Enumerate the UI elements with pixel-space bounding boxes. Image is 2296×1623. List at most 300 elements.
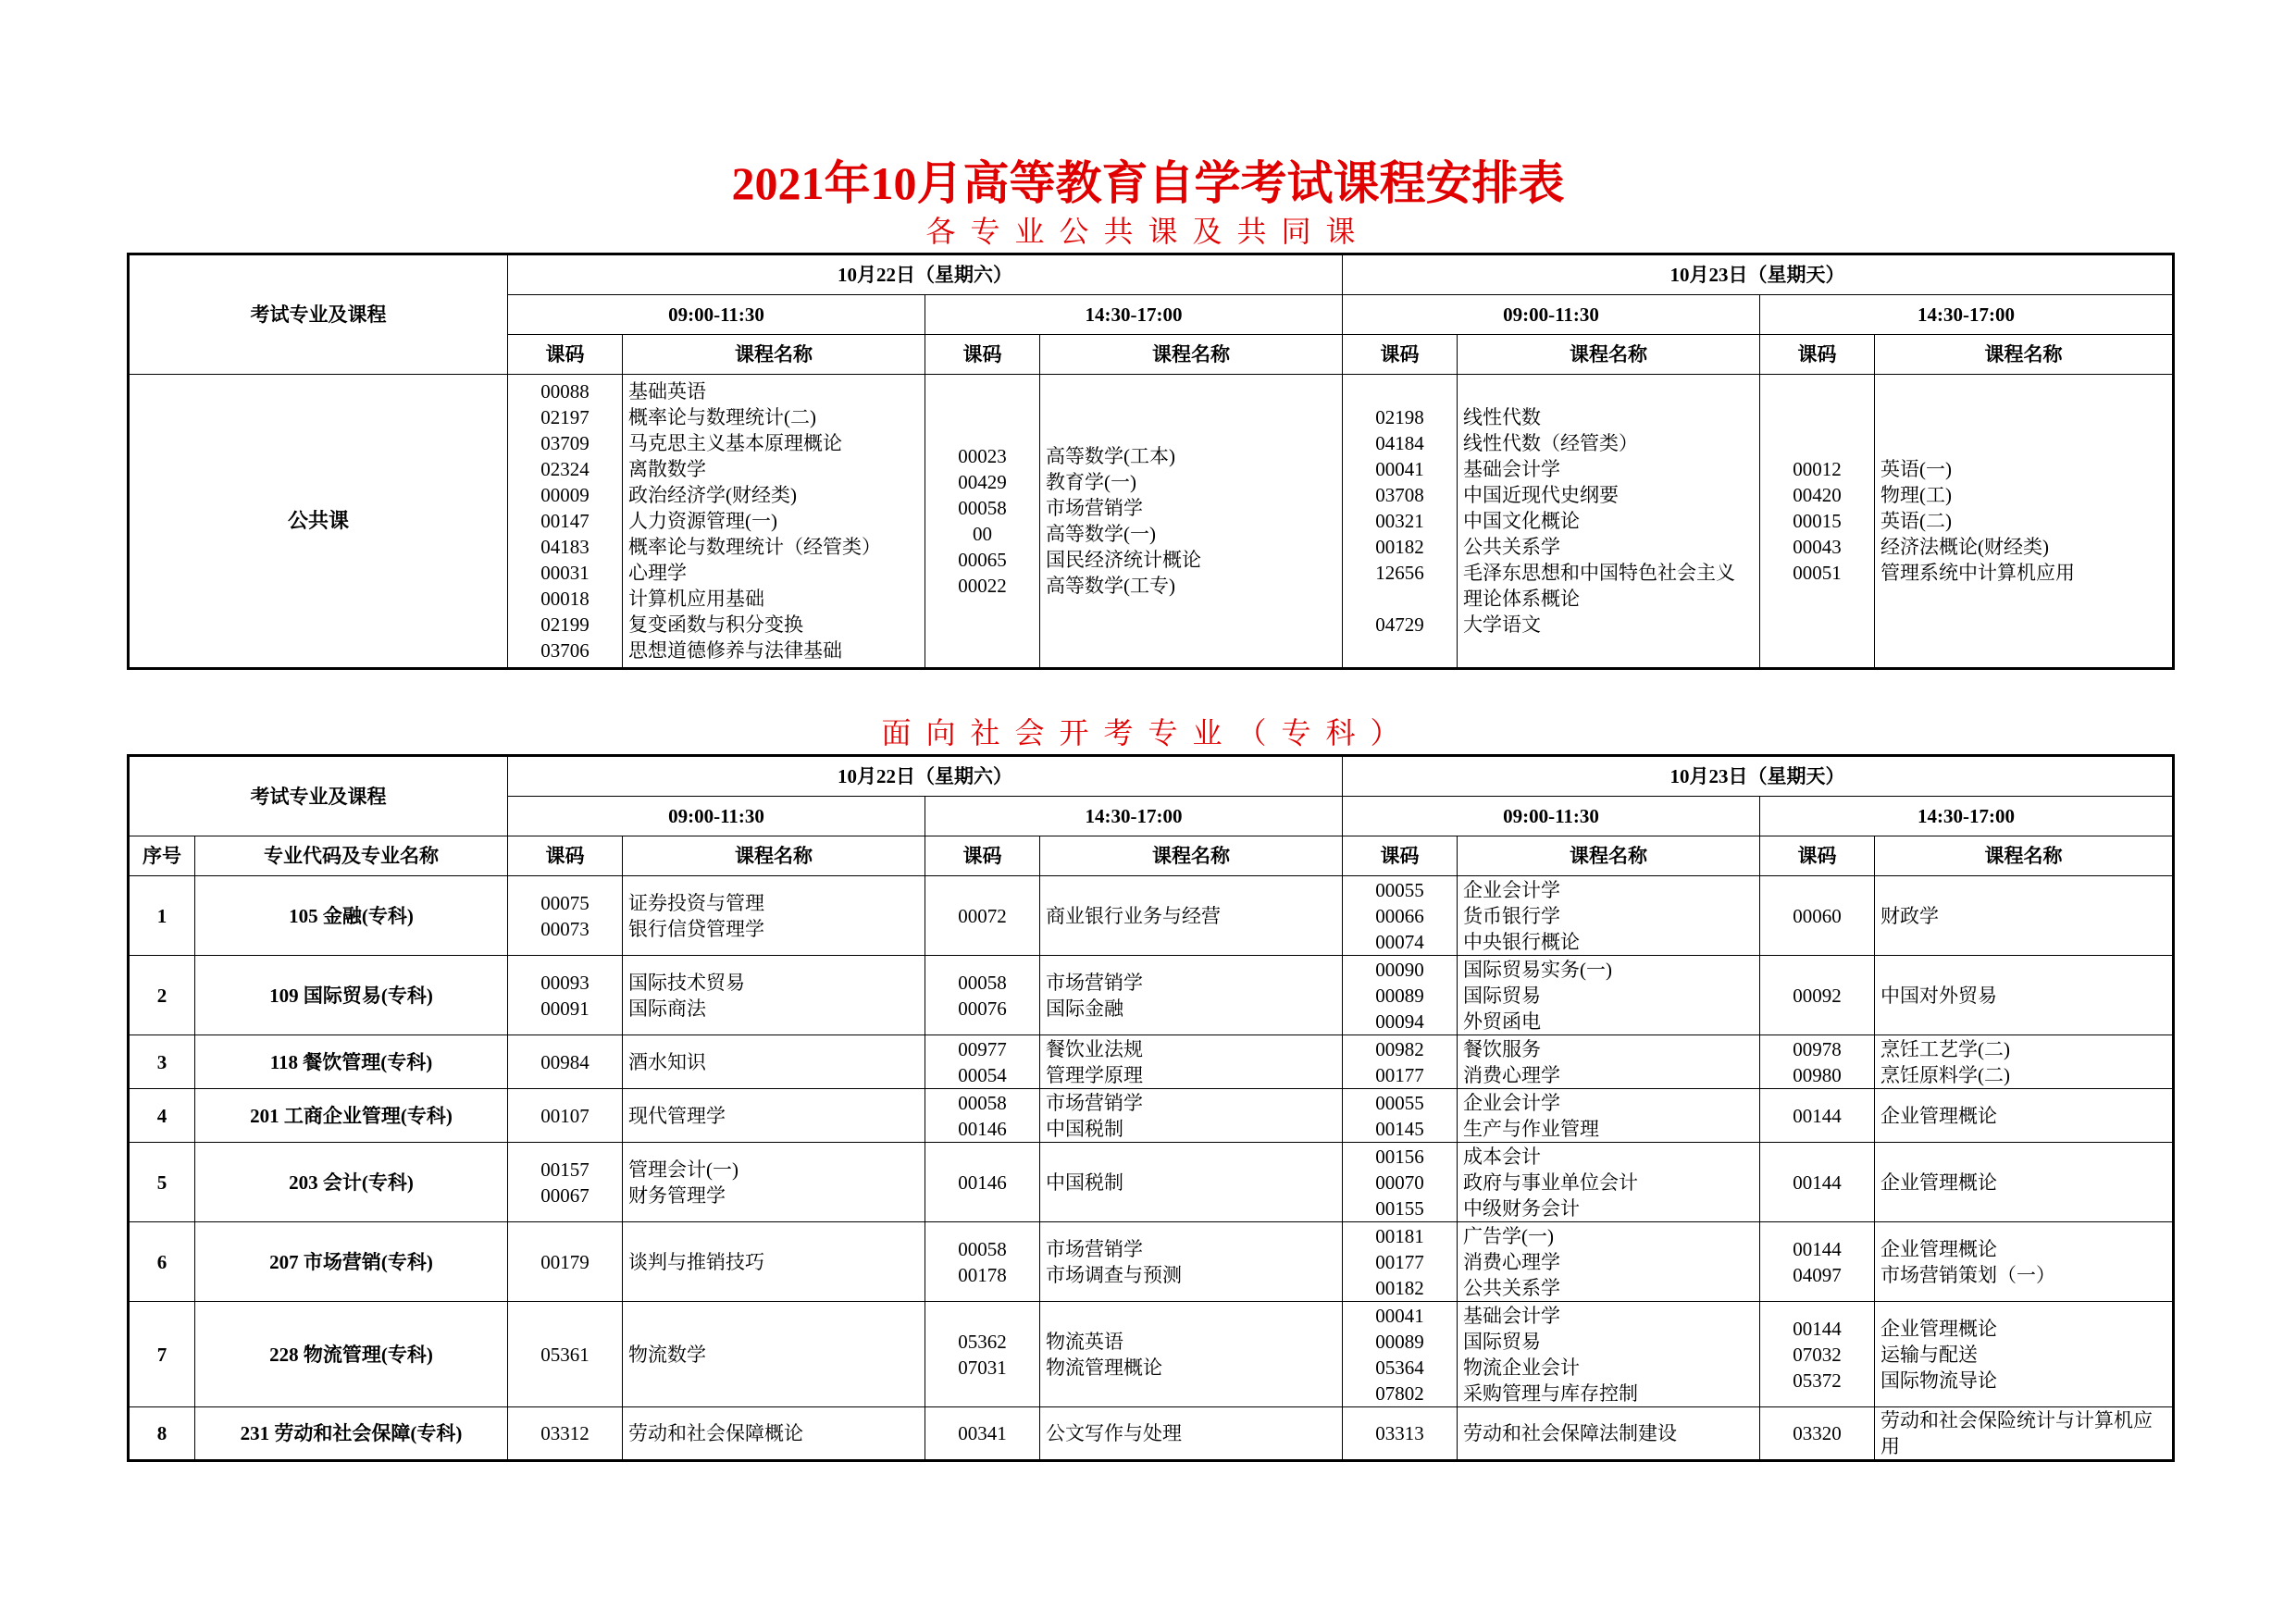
course-name-list [623, 1407, 925, 1461]
list-item: 企业管理概论 [1880, 1104, 1997, 1127]
code-list [508, 1222, 623, 1302]
list-item: 00182 [1375, 536, 1424, 558]
public-course-label: 公共课 [129, 375, 508, 669]
list-item: 复变函数与积分变换 [628, 613, 803, 636]
list-item: 07032 [1793, 1343, 1842, 1366]
day1-pm-header: 14:30-17:00 [925, 797, 1343, 836]
list-item: 00067 [540, 1183, 590, 1207]
list-item: 00156 [1375, 1145, 1424, 1168]
code-list [1343, 1035, 1458, 1089]
list-item: 生产与作业管理 [1463, 1117, 1599, 1140]
code-list [925, 1089, 1040, 1143]
major-seq: 3 [129, 1035, 195, 1089]
list-item: 毛泽东思想和中国特色社会主义理论体系概论 [1463, 562, 1735, 610]
day1-header: 10月22日（星期六） [508, 254, 1343, 295]
list-item: 货币银行学 [1463, 904, 1560, 927]
list-item: 00009 [540, 484, 590, 506]
list-item: 00073 [540, 917, 590, 940]
list-item: 成本会计 [1463, 1145, 1541, 1168]
list-item: 00060 [1793, 904, 1842, 927]
list-item: 00022 [958, 575, 1007, 597]
major-row [129, 1407, 2174, 1461]
list-item: 餐饮业法规 [1046, 1037, 1143, 1060]
course-name-list [1040, 876, 1343, 956]
list-item: 银行信贷管理学 [628, 917, 764, 940]
list-item: 国际技术贸易 [628, 971, 745, 994]
course-name-list [1458, 876, 1760, 956]
page-title: 2021年10月高等教育自学考试课程安排表 [731, 157, 1565, 209]
major-name-header: 专业代码及专业名称 [195, 836, 508, 876]
list-item: 04183 [540, 536, 590, 558]
list-item: 00094 [1375, 1010, 1424, 1033]
list-item: 00058 [958, 1091, 1007, 1114]
list-item: 00066 [1375, 904, 1424, 927]
list-item: 管理系统中计算机应用 [1880, 562, 2075, 584]
list-item: 00177 [1375, 1250, 1424, 1273]
course-name-list [1458, 375, 1760, 669]
course-name-list [1875, 876, 2174, 956]
list-item: 基础会计学 [1463, 1304, 1560, 1327]
code-list [1760, 375, 1875, 669]
list-item: 05361 [540, 1343, 590, 1366]
code-list [1343, 1222, 1458, 1302]
major-name: 207 市场营销(专科) [195, 1222, 508, 1302]
code-list [508, 1143, 623, 1222]
list-item: 英语(二) [1880, 510, 1952, 532]
list-item: 物流数学 [628, 1343, 706, 1366]
course-name-list [1040, 1089, 1343, 1143]
major-row [129, 1302, 2174, 1407]
list-item: 00146 [958, 1171, 1007, 1194]
course-name-list [1875, 1035, 2174, 1089]
list-item: 国际贸易实务(一) [1463, 958, 1612, 981]
list-item [1348, 586, 1451, 612]
list-item: 中国近现代史纲要 [1463, 484, 1619, 506]
list-item: 00147 [540, 510, 590, 532]
code-list [1760, 1143, 1875, 1222]
course-name-list [1040, 956, 1343, 1035]
list-item: 00984 [540, 1050, 590, 1073]
list-item: 00054 [958, 1063, 1007, 1086]
list-item: 02324 [540, 458, 590, 480]
list-item: 人力资源管理(一) [628, 510, 777, 532]
list-item: 劳动和社会保险统计与计算机应用 [1880, 1409, 2153, 1457]
list-item: 00982 [1375, 1037, 1424, 1060]
list-item: 英语(一) [1880, 458, 1952, 480]
list-item: 财政学 [1880, 904, 1939, 927]
major-row [129, 1035, 2174, 1089]
list-item: 概率论与数理统计（经管类） [628, 536, 881, 558]
course-name-list [1458, 1222, 1760, 1302]
course-name-header: 课程名称 [1458, 335, 1760, 375]
list-item: 物流英语 [1046, 1330, 1123, 1353]
list-item: 计算机应用基础 [628, 588, 764, 610]
list-item: 经济法概论(财经类) [1880, 536, 2049, 558]
code-list [1760, 956, 1875, 1035]
code-list [1343, 1089, 1458, 1143]
list-item: 04184 [1375, 432, 1424, 454]
code-list [1760, 1035, 1875, 1089]
list-item: 00015 [1793, 510, 1842, 532]
list-item: 商业银行业务与经营 [1046, 904, 1221, 927]
list-item: 00041 [1375, 1304, 1424, 1327]
code-list [508, 956, 623, 1035]
course-name-list [1040, 1222, 1343, 1302]
list-item: 03320 [1793, 1422, 1842, 1444]
list-item: 市场营销学 [1046, 1237, 1143, 1260]
list-item: 00977 [958, 1037, 1007, 1060]
list-item: 市场调查与预测 [1046, 1263, 1182, 1286]
list-item: 00051 [1793, 562, 1842, 584]
day1-am-header: 09:00-11:30 [508, 295, 925, 335]
code-list [925, 1143, 1040, 1222]
list-item: 07802 [1375, 1381, 1424, 1405]
code-list [508, 1407, 623, 1461]
list-item: 国际贸易 [1463, 984, 1541, 1007]
list-item: 03313 [1375, 1422, 1424, 1444]
list-item: 00058 [958, 497, 1007, 519]
list-item: 思想道德修养与法律基础 [628, 639, 842, 662]
list-item: 餐饮服务 [1463, 1037, 1541, 1060]
list-item: 00 [973, 523, 992, 545]
major-seq: 2 [129, 956, 195, 1035]
list-item: 消费心理学 [1463, 1063, 1560, 1086]
course-name-header: 课程名称 [1875, 335, 2174, 375]
list-item: 00157 [540, 1158, 590, 1181]
code-list [1760, 876, 1875, 956]
list-item: 00182 [1375, 1276, 1424, 1299]
list-item: 国际金融 [1046, 997, 1123, 1020]
course-name-list [1458, 1143, 1760, 1222]
major-seq: 4 [129, 1089, 195, 1143]
list-item: 劳动和社会保障法制建设 [1463, 1422, 1677, 1444]
course-name-list [1458, 1089, 1760, 1143]
list-item: 高等数学(工专) [1046, 575, 1175, 597]
list-item: 国际贸易 [1463, 1330, 1541, 1353]
public-course-row [129, 375, 2174, 669]
code-list [1343, 1302, 1458, 1407]
list-item: 05364 [1375, 1356, 1424, 1379]
code-list [1343, 876, 1458, 956]
list-item: 00146 [958, 1117, 1007, 1140]
list-item: 高等数学(工本) [1046, 445, 1175, 467]
course-name-list [1458, 1302, 1760, 1407]
list-item: 广告学(一) [1463, 1224, 1554, 1247]
day2-header: 10月23日（星期天） [1343, 254, 2174, 295]
list-item: 烹饪工艺学(二) [1880, 1037, 2010, 1060]
major-row [129, 1089, 2174, 1143]
list-item: 国际物流导论 [1880, 1369, 1997, 1392]
list-item: 00420 [1793, 484, 1842, 506]
list-item: 企业管理概论 [1880, 1171, 1997, 1194]
list-item: 05372 [1793, 1369, 1842, 1392]
list-item: 物理(工) [1880, 484, 1952, 506]
list-item: 05362 [958, 1330, 1007, 1353]
list-item: 00076 [958, 997, 1007, 1020]
list-item: 00070 [1375, 1171, 1424, 1194]
code-list [1760, 1222, 1875, 1302]
day1-pm-header: 14:30-17:00 [925, 295, 1343, 335]
list-item: 02199 [540, 613, 590, 636]
list-item: 04097 [1793, 1263, 1842, 1286]
list-item: 00023 [958, 445, 1007, 467]
list-item: 03709 [540, 432, 590, 454]
list-item: 酒水知识 [628, 1050, 706, 1073]
list-item: 00980 [1793, 1063, 1842, 1086]
list-item: 07031 [958, 1356, 1007, 1379]
major-seq: 1 [129, 876, 195, 956]
list-item: 国民经济统计概论 [1046, 549, 1201, 571]
list-item: 现代管理学 [628, 1104, 726, 1127]
section-title-majors: 面向社会开考专业（专科） [881, 716, 1415, 750]
course-name-list [623, 1035, 925, 1089]
major-seq: 6 [129, 1222, 195, 1302]
list-item: 00018 [540, 588, 590, 610]
code-header: 课码 [1760, 335, 1875, 375]
seq-header: 序号 [129, 836, 195, 876]
code-header: 课码 [925, 836, 1040, 876]
list-item: 外贸函电 [1463, 1010, 1541, 1033]
course-name-list [623, 956, 925, 1035]
list-item: 00043 [1793, 536, 1842, 558]
list-item: 马克思主义基本原理概论 [628, 432, 842, 454]
list-item: 谈判与推销技巧 [628, 1250, 764, 1273]
list-item: 00321 [1375, 510, 1424, 532]
major-row [129, 956, 2174, 1035]
list-item: 00089 [1375, 1330, 1424, 1353]
list-item: 00155 [1375, 1196, 1424, 1220]
course-name-header: 课程名称 [1040, 335, 1343, 375]
major-name: 109 国际贸易(专科) [195, 956, 508, 1035]
course-name-list [623, 1089, 925, 1143]
code-list [925, 956, 1040, 1035]
list-item: 00031 [540, 562, 590, 584]
list-item: 00144 [1793, 1104, 1842, 1127]
code-list [508, 375, 623, 669]
course-name-list [623, 1302, 925, 1407]
major-name: 228 物流管理(专科) [195, 1302, 508, 1407]
list-item: 00144 [1793, 1171, 1842, 1194]
course-name-list [1875, 1302, 2174, 1407]
list-item: 基础英语 [628, 380, 706, 403]
list-item: 00055 [1375, 878, 1424, 901]
list-item: 运输与配送 [1880, 1343, 1978, 1366]
course-name-list [1875, 956, 2174, 1035]
list-item: 00107 [540, 1104, 590, 1127]
list-item: 00181 [1375, 1224, 1424, 1247]
code-list [925, 876, 1040, 956]
course-name-list [1040, 1407, 1343, 1461]
list-item: 市场营销学 [1046, 971, 1143, 994]
list-item: 消费心理学 [1463, 1250, 1560, 1273]
list-item: 证券投资与管理 [628, 891, 764, 914]
list-item: 企业会计学 [1463, 1091, 1560, 1114]
course-name-list [1875, 375, 2174, 669]
course-name-header: 课程名称 [1040, 836, 1343, 876]
list-item: 00055 [1375, 1091, 1424, 1114]
code-list [508, 1035, 623, 1089]
course-name-list [1040, 1035, 1343, 1089]
list-item: 00178 [958, 1263, 1007, 1286]
major-seq: 8 [129, 1407, 195, 1461]
day2-pm-header: 14:30-17:00 [1760, 295, 2174, 335]
list-item: 中国文化概论 [1463, 510, 1580, 532]
list-item: 公共关系学 [1463, 1276, 1560, 1299]
list-item: 00341 [958, 1422, 1007, 1444]
major-name: 203 会计(专科) [195, 1143, 508, 1222]
list-item: 线性代数（经管类） [1463, 432, 1638, 454]
code-list [1343, 1143, 1458, 1222]
course-name-header: 课程名称 [623, 836, 925, 876]
list-item: 04729 [1375, 613, 1424, 636]
day2-am-header: 09:00-11:30 [1343, 797, 1760, 836]
major-seq: 5 [129, 1143, 195, 1222]
code-list [925, 1407, 1040, 1461]
code-list [1343, 956, 1458, 1035]
course-name-list [623, 1143, 925, 1222]
list-item: 烹饪原料学(二) [1880, 1063, 2010, 1086]
list-item: 00074 [1375, 930, 1424, 953]
day2-am-header: 09:00-11:30 [1343, 295, 1760, 335]
public-course-table [127, 253, 2175, 670]
list-item: 00089 [1375, 984, 1424, 1007]
course-name-list [623, 1222, 925, 1302]
course-name-list [1040, 1302, 1343, 1407]
list-item: 市场营销学 [1046, 1091, 1143, 1114]
list-item: 12656 [1375, 562, 1424, 584]
code-list [1760, 1302, 1875, 1407]
list-item: 00093 [540, 971, 590, 994]
code-list [1343, 375, 1458, 669]
course-name-header: 课程名称 [1875, 836, 2174, 876]
course-name-list [1040, 1143, 1343, 1222]
code-list [1760, 1407, 1875, 1461]
major-name: 105 金融(专科) [195, 876, 508, 956]
list-item: 03706 [540, 639, 590, 662]
list-item: 00041 [1375, 458, 1424, 480]
course-name-list [1875, 1222, 2174, 1302]
list-item: 03708 [1375, 484, 1424, 506]
list-item: 中央银行概论 [1463, 930, 1580, 953]
course-name-list [1458, 1407, 1760, 1461]
day1-header: 10月22日（星期六） [508, 756, 1343, 797]
course-name-list [1458, 1035, 1760, 1089]
code-list [1343, 1407, 1458, 1461]
list-item: 基础会计学 [1463, 458, 1560, 480]
list-item: 劳动和社会保障概论 [628, 1422, 803, 1444]
exam-label: 考试专业及课程 [129, 254, 508, 375]
code-list [925, 1222, 1040, 1302]
day2-pm-header: 14:30-17:00 [1760, 797, 2174, 836]
day1-am-header: 09:00-11:30 [508, 797, 925, 836]
list-item: 线性代数 [1463, 406, 1541, 428]
list-item: 物流管理概论 [1046, 1356, 1162, 1379]
major-name: 118 餐饮管理(专科) [195, 1035, 508, 1089]
list-item: 中级财务会计 [1463, 1196, 1580, 1220]
list-item: 管理会计(一) [628, 1158, 738, 1181]
list-item: 政治经济学(财经类) [628, 484, 797, 506]
code-header: 课码 [1343, 335, 1458, 375]
list-item: 财务管理学 [628, 1183, 726, 1207]
course-name-list [1040, 375, 1343, 669]
list-item: 企业管理概论 [1880, 1237, 1997, 1260]
course-name-header: 课程名称 [1458, 836, 1760, 876]
list-item: 市场营销策划（一） [1880, 1263, 2055, 1286]
course-name-header: 课程名称 [623, 335, 925, 375]
course-name-list [1875, 1407, 2174, 1461]
code-list [925, 1035, 1040, 1089]
major-row [129, 876, 2174, 956]
list-item: 00091 [540, 997, 590, 1020]
list-item: 公文写作与处理 [1046, 1422, 1182, 1444]
major-name: 201 工商企业管理(专科) [195, 1089, 508, 1143]
list-item: 概率论与数理统计(二) [628, 406, 816, 428]
code-header: 课码 [508, 836, 623, 876]
list-item: 00978 [1793, 1037, 1842, 1060]
list-item: 00075 [540, 891, 590, 914]
major-row [129, 1143, 2174, 1222]
list-item: 市场营销学 [1046, 497, 1143, 519]
list-item: 00144 [1793, 1317, 1842, 1340]
code-header: 课码 [1343, 836, 1458, 876]
exam-label: 考试专业及课程 [129, 756, 508, 836]
course-name-list [1875, 1089, 2174, 1143]
list-item: 00065 [958, 549, 1007, 571]
day2-header: 10月23日（星期天） [1343, 756, 2174, 797]
code-header: 课码 [508, 335, 623, 375]
list-item: 00072 [958, 904, 1007, 927]
list-item: 00177 [1375, 1063, 1424, 1086]
list-item: 00058 [958, 1237, 1007, 1260]
list-item: 00145 [1375, 1117, 1424, 1140]
section-title-public: 各专业公共课及共同课 [925, 215, 1371, 248]
list-item: 00429 [958, 471, 1007, 493]
list-item: 高等数学(一) [1046, 523, 1156, 545]
list-item: 物流企业会计 [1463, 1356, 1580, 1379]
list-item: 中国对外贸易 [1880, 984, 1997, 1007]
list-item: 00058 [958, 971, 1007, 994]
list-item: 公共关系学 [1463, 536, 1560, 558]
major-course-table [127, 754, 2175, 1462]
list-item: 00179 [540, 1250, 590, 1273]
course-name-list [623, 876, 925, 956]
code-list [508, 876, 623, 956]
list-item: 00092 [1793, 984, 1842, 1007]
list-item: 采购管理与库存控制 [1463, 1381, 1638, 1405]
code-header: 课码 [1760, 836, 1875, 876]
code-list [1760, 1089, 1875, 1143]
list-item: 00144 [1793, 1237, 1842, 1260]
list-item: 00088 [540, 380, 590, 403]
major-row [129, 1222, 2174, 1302]
list-item: 心理学 [628, 562, 687, 584]
list-item: 00090 [1375, 958, 1424, 981]
list-item: 02198 [1375, 406, 1424, 428]
list-item: 02197 [540, 406, 590, 428]
list-item: 离散数学 [628, 458, 706, 480]
course-name-list [1875, 1143, 2174, 1222]
course-name-list [1458, 956, 1760, 1035]
code-list [925, 1302, 1040, 1407]
list-item: 政府与事业单位会计 [1463, 1171, 1638, 1194]
code-header: 课码 [925, 335, 1040, 375]
major-seq: 7 [129, 1302, 195, 1407]
major-name: 231 劳动和社会保障(专科) [195, 1407, 508, 1461]
code-list [508, 1089, 623, 1143]
list-item: 中国税制 [1046, 1117, 1123, 1140]
list-item: 企业管理概论 [1880, 1317, 1997, 1340]
list-item: 00012 [1793, 458, 1842, 480]
